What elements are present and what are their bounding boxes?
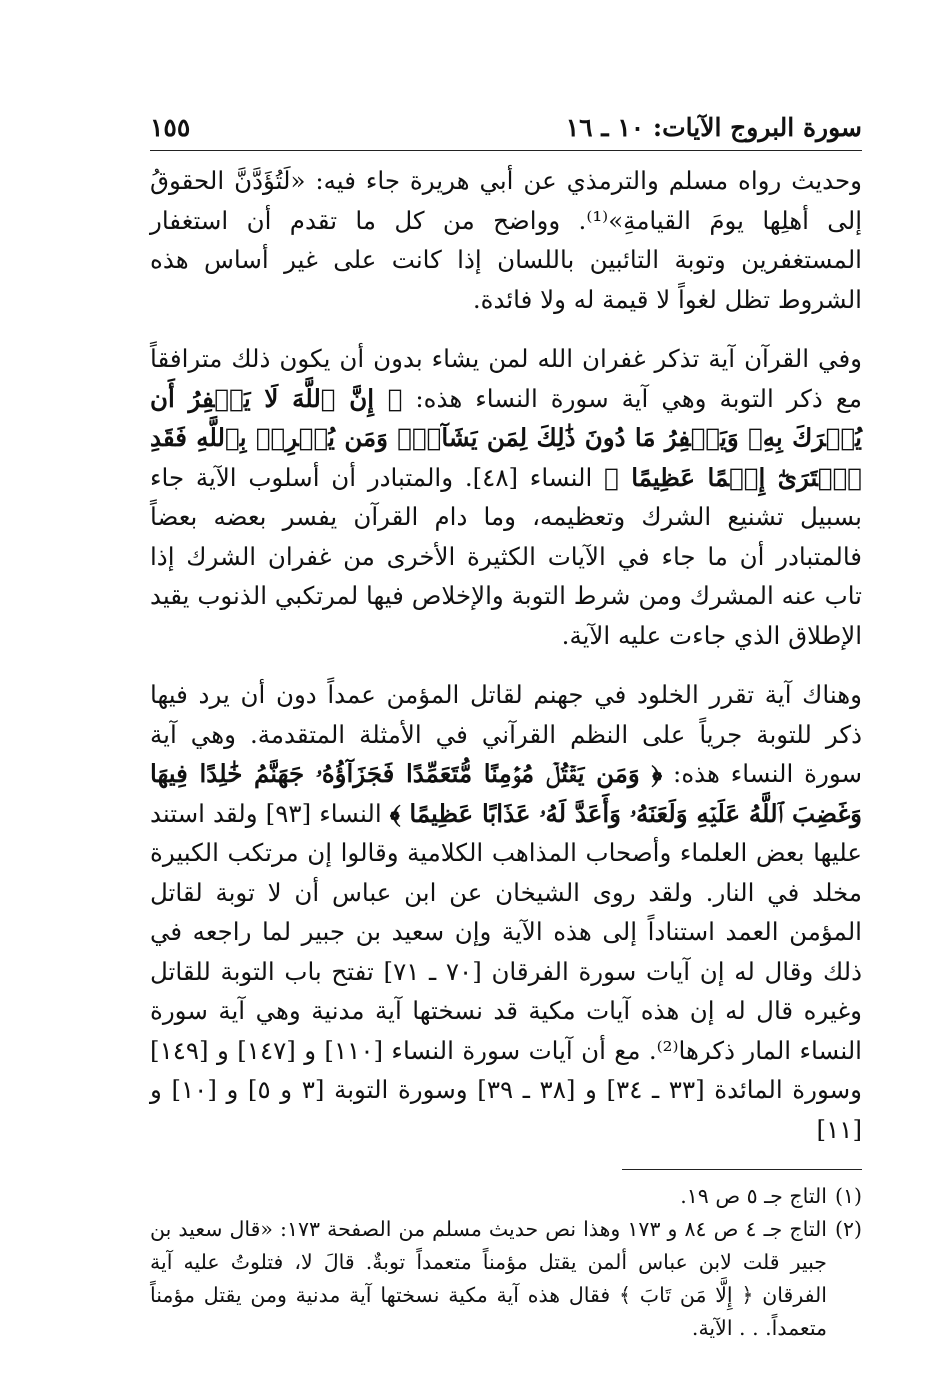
footnote-text: التاج جـ ٥ ص ١٩.: [680, 1184, 827, 1208]
quran-verse: ﴿ إِنَّ ٱللَّهَ لَا يَغۡفِرُ أَن يُشۡرَكَ بِهِۦ وَيَغۡفِرُ مَا دُونَ ذَٰلِكَ لِمَن يَشَآءُۚ وَمَن يُشۡرِكۡ بِٱللَّهِ فَقَدِ ٱفۡتَرَىٰٓ إِثۡمًا عَظِيمًا ﴾: [150, 383, 863, 492]
footnote-number: (٢): [834, 1217, 862, 1241]
paragraph-text: النساء [٩٣] ولقد استند عليها بعض العلماء وأصحاب المذاهب الكلامية وقالوا إن مرتكب الكبيرة مخلد في النار. ولقد روى الشيخان عن ابن عباس أن لا توبة لقاتل المؤمن العمد استناداً إلى هذه الآية وإن سعيد بن جبير لما راجعه في ذلك وقال له إن آيات سورة الفرقان [٧٠ ـ ٧١] تفتح باب التوبة للقاتل وغيره قال له إن هذه آيات مكية قد نسختها آية مدنية وهي آية سورة النساء المار ذكرها⁽²⁾. مع أن آيات سورة النساء [١١٠] و [١٤٧] و [١٤٩] وسورة المائدة [٣٣ ـ ٣٤] و [٣٨ ـ ٣٩] وسورة التوبة [٣ و ٥] و [١٠] و [١١]: [150, 798, 862, 1144]
footnote: [150, 1213, 862, 1345]
running-header: [150, 110, 862, 151]
footnotes: [150, 1180, 862, 1345]
footnote-divider: [622, 1169, 862, 1170]
paragraph-text: وحديث رواه مسلم والترمذي عن أبي هريرة جاء فيه: «لَتُؤَدَّنَّ الحقوقُ إلى أهلِها يومَ القيامةِ»⁽¹⁾. وواضح من كل ما تقدم أن استغفار المستغفرين وتوبة التائبين باللسان إذا كانت على غير أساس هذه الشروط تظل لغواً لا قيمة له ولا فائدة.: [150, 166, 863, 314]
footnote-text: التاج جـ ٤ ص ٨٤ و ١٧٣ وهذا نص حديث مسلم من الصفحة ١٧٣: «قال سعيد بن جبير قلت لابن عباس ألمن يقتل مؤمناً متعمداً توبةٌ. قالَ لا، فتلوتُ عليه آية الفرقان ﴿ إِلَّا مَن تَابَ ﴾ فقال هذه آية مكية نسختها آية مدنية ومن يقتل مؤمناً متعمداً. . . الآية.: [150, 1217, 827, 1340]
body-text: [150, 161, 862, 1149]
paragraph: [150, 161, 862, 319]
book-page: [150, 110, 862, 1345]
page-number: ١٥٥: [150, 113, 191, 142]
paragraph-text: النساء [٤٨]. والمتبادر أن أسلوب الآية جاء بسبيل تشنيع الشرك وتعظيمه، وما دام القرآن يفسر بعضه بعضاً فالمتبادر أن ما جاء في الآيات الكثيرة الأخرى من غفران الشرك إذا تاب عنه المشرك ومن شرط التوبة والإخلاص فيها لمرتكبي الذنوب يقيد الإطلاق الذي جاءت عليه الآية.: [150, 462, 862, 650]
quran-verse: ﴿ وَمَن يَقۡتُلۡ مُؤۡمِنًا مُّتَعَمِّدًا فَجَزَآؤُهُۥ جَهَنَّمُ خَٰلِدًا فِيهَا وَغَضِبَ ٱللَّهُ عَلَيۡهِ وَلَعَنَهُۥ وَأَعَدَّ لَهُۥ عَذَابًا عَظِيمًا ﴾: [150, 759, 862, 828]
footnote-number: (١): [834, 1184, 862, 1208]
paragraph-text: وهناك آية تقرر الخلود في جهنم لقاتل المؤمن عمداً دون أن يرد فيها ذكر للتوبة جرياً على النظم القرآني في الأمثلة المتقدمة. وهي آية سورة النساء هذه:: [150, 680, 863, 788]
footnote: [150, 1180, 862, 1213]
paragraph: [150, 339, 862, 655]
paragraph-text: وفي القرآن آية تذكر غفران الله لمن يشاء بدون أن يكون ذلك مترافقاً مع ذكر التوبة وهي آية سورة النساء هذه:: [150, 344, 862, 413]
paragraph: [150, 675, 862, 1149]
chapter-title: سورة البروج الآيات: ١٠ ـ ١٦: [565, 113, 862, 142]
